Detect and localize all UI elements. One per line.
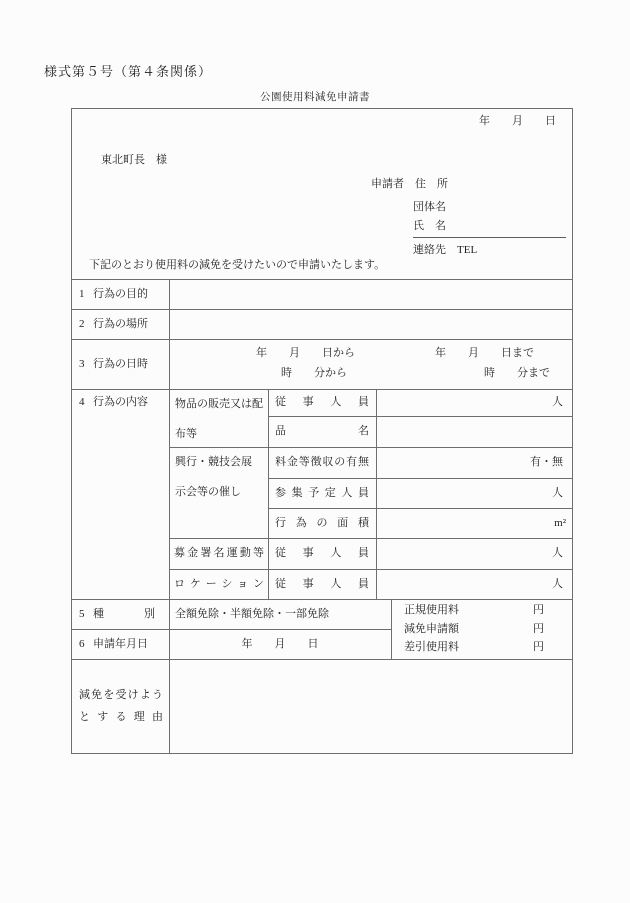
category-location: ロケーション (174, 578, 264, 590)
field-label-area: 行為の面積 (275, 517, 369, 529)
row-title: 行為の内容 (93, 396, 148, 409)
fee-row-exempted (391, 622, 572, 636)
divider (268, 389, 269, 599)
divider (169, 279, 170, 753)
datetime-to-time: 時 分まで (484, 367, 550, 379)
applicant-address-label: 申請者 住 所 (371, 178, 448, 190)
row-number: 5 (79, 607, 85, 620)
field-unit-workers-location: 人 (552, 578, 563, 590)
field-unit-workers-fundraising: 人 (552, 547, 563, 559)
reason-line1: 減免を受けよう (79, 689, 163, 702)
row-number: 4 (79, 396, 85, 409)
fee-label: 正規使用料 (404, 604, 459, 617)
date-line: 年 月 日 (479, 115, 556, 127)
form-number: 様式第５号（第４条関係） (44, 64, 213, 79)
field-unit-attendees: 人 (552, 487, 563, 499)
row-category-label (79, 599, 155, 629)
contact-label: 連絡先 TEL (413, 244, 478, 256)
form-box (71, 108, 573, 754)
row-title: 種別 (93, 607, 155, 620)
fee-unit: 円 (533, 641, 544, 654)
field-label-workers-goods: 従事人員 (275, 396, 369, 408)
fee-row-balance (391, 640, 572, 654)
row-content-label (79, 389, 148, 416)
field-label-workers-location: 従事人員 (275, 578, 369, 590)
reason-label (79, 659, 163, 753)
person-name-row (413, 219, 566, 238)
appdate-value: 年 月 日 (241, 638, 319, 650)
fee-row-regular (391, 603, 572, 617)
person-name-label: 氏 名 (413, 219, 566, 238)
fee-unit: 円 (533, 622, 544, 635)
row-number: 2 (79, 317, 85, 330)
field-label-fee-collected: 料金等徴収の有無 (275, 456, 369, 468)
row-place-label (79, 309, 148, 339)
exemption-options: 全額免除・半額免除・一部免除 (175, 608, 329, 620)
field-label-item-name: 品名 (275, 425, 369, 437)
datetime-from-date: 年 月 日から (256, 347, 355, 359)
row-title: 行為の目的 (93, 287, 148, 300)
fee-unit: 円 (533, 604, 544, 617)
category-goods: 物品の販売又は配布等 (175, 398, 263, 440)
intro-text: 下記のとおり使用料の減免を受けたいので申請いたします。 (89, 259, 386, 271)
row-title: 行為の日時 (93, 357, 148, 370)
field-unit-fee-collected: 有・無 (530, 456, 563, 468)
group-name-label: 団体名 (413, 201, 446, 213)
fee-summary (391, 599, 572, 659)
row-title: 申請年月日 (93, 637, 148, 650)
fee-label: 差引使用料 (404, 641, 459, 654)
datetime-from-time: 時 分から (281, 367, 347, 379)
row-datetime-label (79, 339, 148, 389)
category-events: 興行・競技会展示会等の催し (175, 456, 252, 498)
row-purpose-label (79, 279, 148, 309)
row-number: 1 (79, 287, 85, 300)
doc-title: 公園使用料減免申請書 (260, 92, 370, 103)
category-fundraising: 募金署名運動等 (174, 547, 264, 559)
reason-line2: とする理由 (79, 710, 163, 723)
field-label-attendees: 参集予定人員 (275, 487, 369, 499)
field-unit-area: m² (554, 517, 566, 529)
fee-label: 減免申請額 (404, 622, 459, 635)
field-unit-workers-goods: 人 (552, 396, 563, 408)
row-number: 6 (79, 637, 85, 650)
row-appdate-label (79, 629, 148, 659)
row-title: 行為の場所 (93, 317, 148, 330)
field-label-workers-fundraising: 従事人員 (275, 547, 369, 559)
row-number: 3 (79, 357, 85, 370)
datetime-to-date: 年 月 日まで (435, 347, 534, 359)
addressee: 東北町長 様 (101, 154, 167, 166)
